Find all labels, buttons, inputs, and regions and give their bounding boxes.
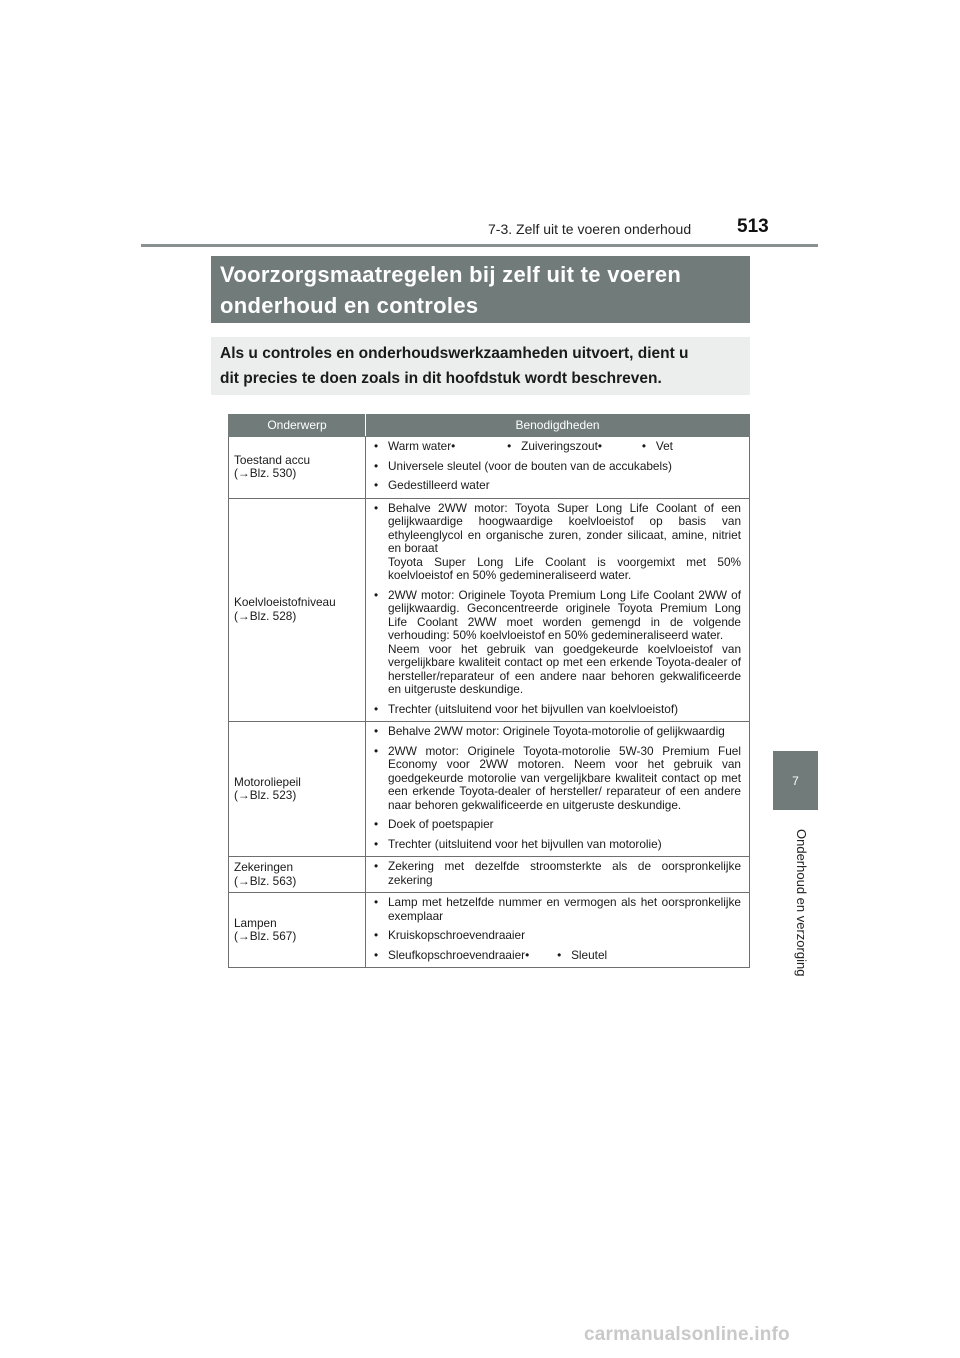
subject-name: Motoroliepeil — [234, 774, 301, 789]
section-title: 7-3. Zelf uit te voeren onderhoud — [488, 221, 692, 237]
table-row — [229, 857, 750, 893]
chapter-number: 7 — [792, 773, 799, 788]
list-item: • Sleufkopschroevendraaier — [374, 949, 525, 963]
supplies-cell — [366, 857, 750, 893]
list-item: • Vet — [642, 440, 673, 454]
list-item: • 2WW motor: Originele Toyota-motorolie 5W-30 Premium Fuel Economy voor 2WW motoren. Neem voor het gebruik van goedgekeurde motorolie van vergelijkbare kwaliteit contact op met een erkende Toyota-dealer of hersteller/ reparateur of een andere naar behoren gekwalificeerde en uitgeruste deskundige. — [374, 745, 741, 813]
table-row — [229, 498, 750, 722]
subject-name: Zekeringen — [234, 860, 294, 874]
list-item: • Trechter (uitsluitend voor het bijvullen van koelvloeistof) — [374, 703, 741, 717]
page-reference[interactable]: (→Blz. 528) — [234, 608, 297, 623]
header-divider — [141, 244, 818, 247]
list-item: • Doek of poetspapier — [374, 818, 741, 832]
supplies-list — [374, 502, 741, 717]
supplies-list — [374, 725, 741, 851]
subject-cell — [229, 437, 366, 499]
page-reference[interactable]: (→Blz. 523) — [234, 788, 297, 802]
supplies-cell — [366, 498, 750, 722]
list-item: • Warm water — [374, 440, 451, 454]
supplies-list — [374, 860, 741, 887]
list-item: • Behalve 2WW motor: Toyota Super Long Life Coolant of een gelijkwaardige hoogwaardige koelvloeistof op basis van ethyleenglycol en organische zuren, zonder silicaat, amine, nitriet en boraat Toyota Super Long Life Coolant is voorgemixt met 50% koelvloeistof en 50% gedemineraliseerd water. — [374, 502, 741, 583]
subject-cell — [229, 857, 366, 893]
page-title-line-1: Voorzorgsmaatregelen bij zelf uit te voeren — [220, 262, 682, 287]
list-item: • Universele sleutel (voor de bouten van de accukabels) — [374, 460, 741, 474]
intro-line-2: dit precies te doen zoals in dit hoofdstuk wordt beschreven. — [220, 370, 662, 387]
list-item: • Behalve 2WW motor: Originele Toyota-motorolie of gelijkwaardig — [374, 725, 741, 739]
table-row — [229, 722, 750, 857]
intro-text — [211, 337, 750, 395]
supplies-cell — [366, 893, 750, 968]
page-reference[interactable]: (→Blz. 530) — [234, 466, 297, 481]
list-item: • Trechter (uitsluitend voor het bijvullen van motorolie) — [374, 838, 741, 852]
list-item: • Zuiveringszout — [507, 440, 598, 454]
supplies-list — [374, 460, 741, 493]
list-item: • Sleutel — [557, 949, 607, 963]
list-item: • Gedestilleerd water — [374, 479, 741, 493]
subject-cell — [229, 893, 366, 968]
supplies-cell — [366, 437, 750, 499]
subject-name: Koelvloeistofniveau — [234, 595, 336, 610]
inline-list — [374, 949, 741, 963]
page-reference[interactable]: (→Blz. 563) — [234, 873, 297, 888]
list-item: • 2WW motor: Originele Toyota Premium Long Life Coolant 2WW of gelijkwaardig. Geconcentreerde originele Toyota Premium Long Life Coolant 2WW moet worden gemengd in de volgende verhouding: 50% koelvloeistof en 50% gedemineraliseerd water. Neem voor het gebruik van goedgekeurde koelvloeistof van vergelijkbare kwaliteit contact op met een erkende Toyota-dealer of hersteller/reparateur of een andere naar behoren gekwalificeerde en uitgeruste deskundige. — [374, 589, 741, 697]
page-title-line-2: onderhoud en controles — [220, 293, 479, 318]
page-title — [211, 256, 750, 323]
list-item: • Lamp met hetzelfde nummer en vermogen als het oorspronkelijke exemplaar — [374, 896, 741, 923]
column-header-subject: Onderwerp — [229, 415, 366, 437]
table-row — [229, 437, 750, 499]
intro-line-1: Als u controles en onderhoudswerkzaamheden uitvoert, dient u — [220, 345, 689, 362]
chapter-tab[interactable] — [773, 751, 818, 810]
list-item: • Zekering met dezelfde stroomsterkte als de oorspronkelijke zekering — [374, 860, 741, 887]
item-note: Neem voor het gebruik van goedgekeurde koelvloeistof van vergelijkbare kwaliteit contact op met een erkende Toyota-dealer of hersteller/reparateur of een andere naar behoren gekwalificeerde en uitgeruste deskundige. — [388, 641, 741, 696]
subject-cell — [229, 722, 366, 857]
supplies-cell — [366, 722, 750, 857]
chapter-label: Onderhoud en verzorging — [794, 829, 809, 977]
subject-name: Toestand accu — [234, 452, 311, 467]
page-number: 513 — [737, 216, 769, 237]
inline-list — [374, 440, 741, 454]
subject-cell — [229, 498, 366, 722]
page-reference[interactable]: (→Blz. 567) — [234, 929, 297, 943]
watermark: carmanualsonline.info — [584, 1324, 790, 1345]
column-header-supplies: Benodigdheden — [366, 415, 750, 437]
item-note: Toyota Super Long Life Coolant is voorgemixt met 50% koelvloeistof en 50% gedemineraliseerd water. — [388, 554, 741, 582]
supplies-list — [374, 896, 741, 943]
list-item: • Kruiskopschroevendraaier — [374, 929, 741, 943]
table-row — [229, 893, 750, 968]
requirements-table — [228, 414, 750, 968]
subject-name: Lampen — [234, 915, 277, 930]
table-header-row — [229, 415, 750, 437]
